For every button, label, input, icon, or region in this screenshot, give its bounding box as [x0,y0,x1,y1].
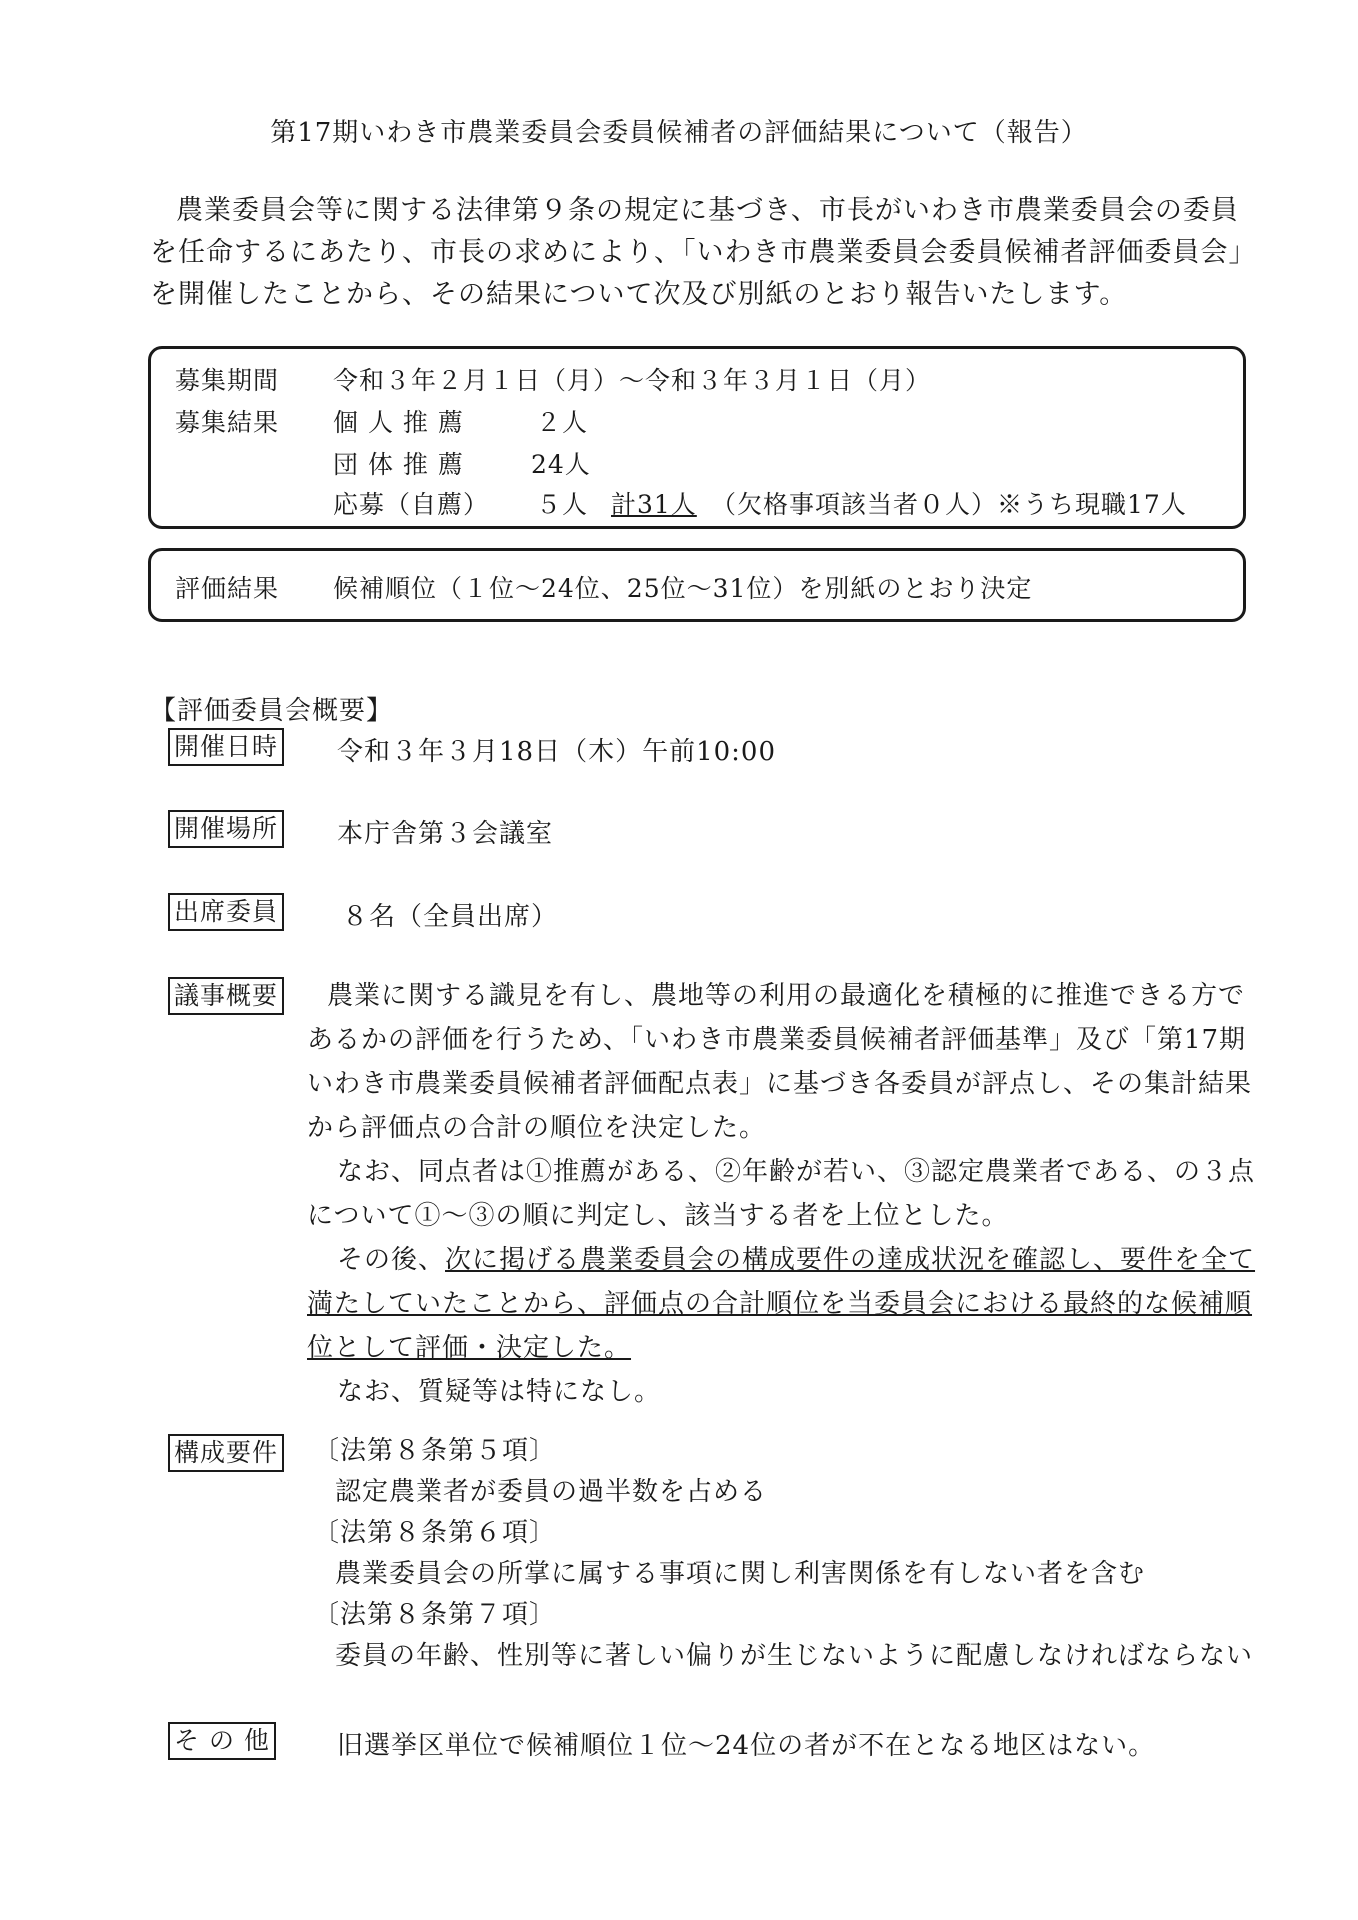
requirement-law-2: 〔法第８条第６項〕 [313,1518,557,1548]
requirements-list [313,1431,1253,1677]
requirements-label: 構成要件 [168,1434,284,1472]
other-label: そ の 他 [168,1722,276,1760]
evaluation-label: 評価結果 [175,574,280,603]
group-count: 24人 [531,450,591,479]
requirement-text-2: 農業委員会の所掌に属する事項に関し利害関係を有しない者を含む [335,1559,1146,1589]
group-label: 団 体 推 薦 [333,450,464,479]
period-label: 募集期間 [175,366,280,395]
evaluation-value: 候補順位（１位～24位、25位～31位）を別紙のとおり決定 [333,574,1033,603]
individual-label: 個 人 推 薦 [333,408,464,437]
proceedings-para-3-underlined: 次に掲げる農業委員会の構成要件の達成状況を確認し、要件を全て満たしていたことから、評価点の合計順位を当委員会における最終的な候補順位として評価・決定した。 [307,1245,1256,1363]
other-value: 旧選挙区単位で候補順位１位～24位の者が不在となる地区はない。 [337,1731,1156,1761]
date-label: 開催日時 [168,728,284,766]
proceedings-para-2: なお、同点者は①推薦がある、②年齢が若い、③認定農業者である、の３点について①～③の順に判定し、該当する者を上位とした。 [307,1157,1256,1231]
recruitment-box [148,346,1246,529]
evaluation-box [148,548,1246,622]
date-value: 令和３年３月18日（木）午前10:00 [337,737,777,767]
proceedings-para-3-prefix: その後、 [337,1245,446,1275]
period-value: 令和３年２月１日（月）～令和３年３月１日（月） [333,366,932,395]
document-title: 第17期いわき市農業委員会委員候補者の評価結果について（報告） [270,118,1088,148]
proceedings-para-4: なお、質疑等は特になし。 [337,1377,662,1407]
self-label: 応募（自薦） [333,490,490,519]
proceedings-label: 議事概要 [168,977,284,1015]
members-label: 出席委員 [168,893,284,931]
total-count: 計31人 [611,490,697,519]
total-note: （欠格事項該当者０人）※うち現職17人 [711,490,1187,519]
intro-paragraph [150,190,1250,316]
self-count: ５人 [536,490,589,519]
place-value: 本庁舎第３会議室 [337,819,554,849]
place-label: 開催場所 [168,810,284,848]
intro-text: 農業委員会等に関する法律第９条の規定に基づき、市長がいわき市農業委員会の委員を任命するにあたり、市長の求めにより、「いわき市農業委員会委員候補者評価委員会」を開催したことから、その結果について次及び別紙のとおり報告いたします。 [150,195,1243,310]
requirement-text-3: 委員の年齢、性別等に著しい偏りが生じないように配慮しなければならない [335,1641,1254,1671]
proceedings-text [307,974,1257,1414]
members-value: ８名（全員出席） [342,902,559,932]
proceedings-para-3 [307,1238,1257,1370]
proceedings-para-1: 農業に関する識見を有し、農地等の利用の最適化を積極的に推進できる方であるかの評価を行うため、「いわき市農業委員候補者評価基準」及び「第17期いわき市農業委員候補者評価配点表」に基づき各委員が評点し、その集計結果から評価点の合計の順位を決定した。 [307,981,1253,1143]
requirement-text-1: 認定農業者が委員の過半数を占める [335,1477,768,1507]
requirement-law-1: 〔法第８条第５項〕 [313,1436,557,1466]
individual-count: ２人 [536,408,589,437]
result-label: 募集結果 [175,408,280,437]
requirement-law-3: 〔法第８条第７項〕 [313,1600,557,1630]
overview-heading: 【評価委員会概要】 [150,696,394,726]
